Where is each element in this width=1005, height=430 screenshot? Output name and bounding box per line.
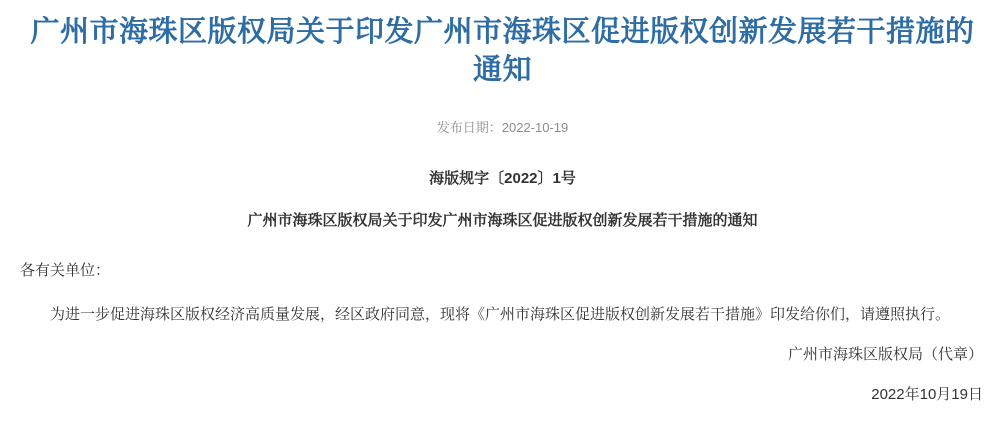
publish-date-label: 发布日期： bbox=[436, 120, 502, 136]
publish-date-line bbox=[20, 119, 985, 137]
notice-document bbox=[0, 14, 1005, 430]
document-number: 海版规字〔2022〕1号 bbox=[429, 170, 576, 188]
signature-date: 2022年10月19日 bbox=[871, 386, 983, 404]
notice-subtitle: 广州市海珠区版权局关于印发广州市海珠区促进版权创新发展若干措施的通知 bbox=[247, 212, 758, 230]
signature-issuer: 广州市海珠区版权局（代章） bbox=[787, 346, 983, 364]
page-title: 广州市海珠区版权局关于印发广州市海珠区促进版权创新发展若干措施的通知 bbox=[30, 16, 975, 86]
body-paragraph: 为进一步促进海珠区版权经济高质量发展，经区政府同意，现将《广州市海珠区促进版权创新发展若干措施》印发给你们，请遵照执行。 bbox=[50, 306, 951, 324]
salutation: 各有关单位： bbox=[20, 262, 111, 280]
publish-date-value: 2022-10-19 bbox=[501, 120, 569, 136]
